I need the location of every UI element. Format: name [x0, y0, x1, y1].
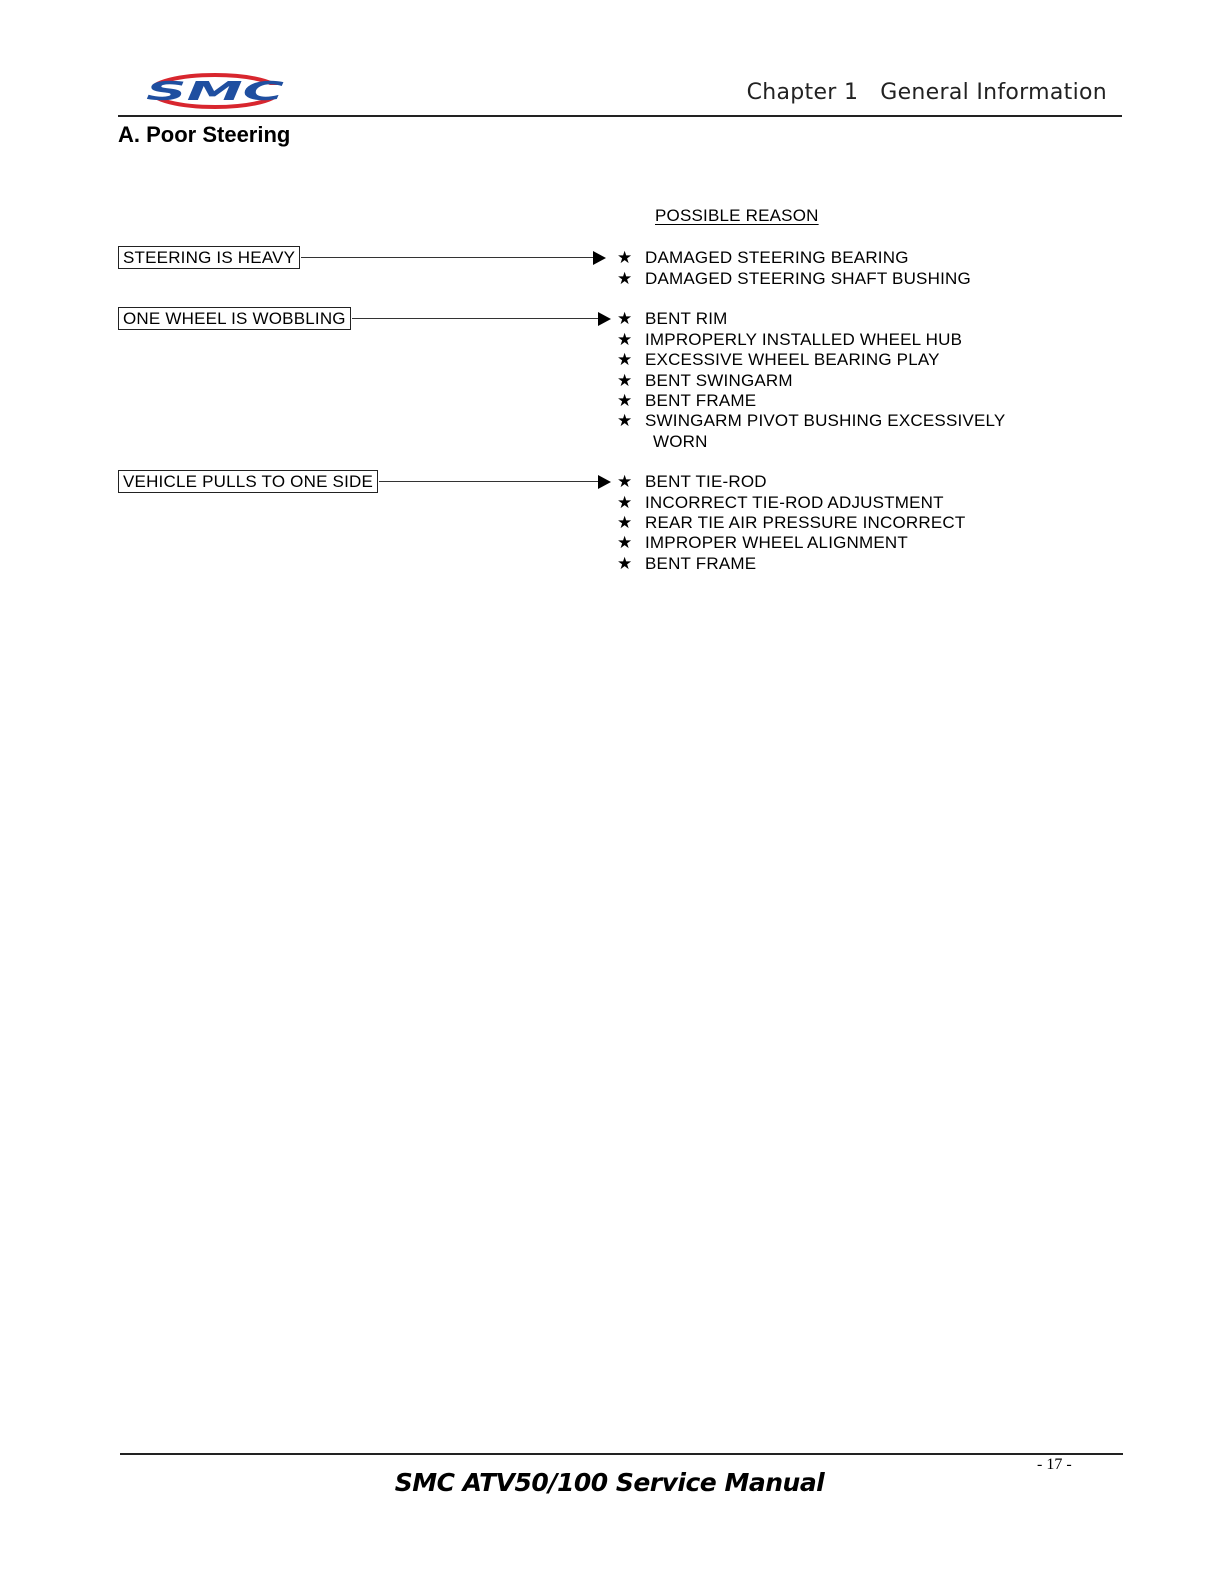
- arrowhead-icon: [593, 251, 606, 265]
- reason-item: ★ IMPROPERLY INSTALLED WHEEL HUB: [617, 330, 963, 349]
- star-icon: ★: [617, 493, 633, 512]
- smc-logo: [140, 68, 290, 118]
- reason-continuation: WORN: [653, 432, 708, 451]
- star-icon: ★: [617, 472, 633, 491]
- page-number: - 17 -: [1037, 1456, 1072, 1473]
- star-icon: ★: [617, 411, 633, 430]
- star-icon: ★: [617, 371, 633, 390]
- reason-item: ★ EXCESSIVE WHEEL BEARING PLAY: [617, 350, 940, 369]
- section-title: A. Poor Steering: [118, 122, 291, 147]
- star-icon: ★: [617, 554, 633, 573]
- arrow-line: [301, 257, 593, 258]
- symptom-box-wheel-wobbling: ONE WHEEL IS WOBBLING: [118, 307, 351, 330]
- reason-item: ★ BENT SWINGARM: [617, 371, 793, 390]
- arrowhead-icon: [598, 312, 611, 326]
- star-icon: ★: [617, 350, 633, 369]
- star-icon: ★: [617, 248, 633, 267]
- logo-text: SMC: [146, 77, 284, 107]
- symptom-box-pulls-one-side: VEHICLE PULLS TO ONE SIDE: [118, 470, 378, 493]
- reason-item: ★ SWINGARM PIVOT BUSHING EXCESSIVELY: [617, 411, 1006, 430]
- chapter-number: Chapter 1: [746, 80, 859, 105]
- reason-item: ★ BENT RIM: [617, 309, 728, 328]
- header-rule: [118, 115, 1122, 117]
- reason-item: ★ DAMAGED STEERING SHAFT BUSHING: [617, 269, 971, 288]
- star-icon: ★: [617, 391, 633, 410]
- reason-item: ★ IMPROPER WHEEL ALIGNMENT: [617, 533, 908, 552]
- chapter-title: General Information: [880, 80, 1107, 105]
- star-icon: ★: [617, 330, 633, 349]
- symptom-box-steering-heavy: STEERING IS HEAVY: [118, 246, 300, 269]
- star-icon: ★: [617, 269, 633, 288]
- reason-item: ★ BENT TIE-ROD: [617, 472, 767, 491]
- reason-item: ★ BENT FRAME: [617, 391, 757, 410]
- reason-item: ★ REAR TIE AIR PRESSURE INCORRECT: [617, 513, 966, 532]
- chapter-header: [747, 80, 1107, 105]
- footer-title: SMC ATV50/100 Service Manual: [394, 1468, 825, 1497]
- star-icon: ★: [617, 309, 633, 328]
- star-icon: ★: [617, 533, 633, 552]
- arrowhead-icon: [598, 475, 611, 489]
- star-icon: ★: [617, 513, 633, 532]
- reason-item: ★ DAMAGED STEERING BEARING: [617, 248, 909, 267]
- reason-item: ★ INCORRECT TIE-ROD ADJUSTMENT: [617, 493, 944, 512]
- reason-item: ★ BENT FRAME: [617, 554, 757, 573]
- possible-reason-heading: POSSIBLE REASON: [655, 206, 819, 225]
- footer-rule: [120, 1453, 1123, 1455]
- arrow-line: [352, 318, 598, 319]
- arrow-line: [379, 481, 598, 482]
